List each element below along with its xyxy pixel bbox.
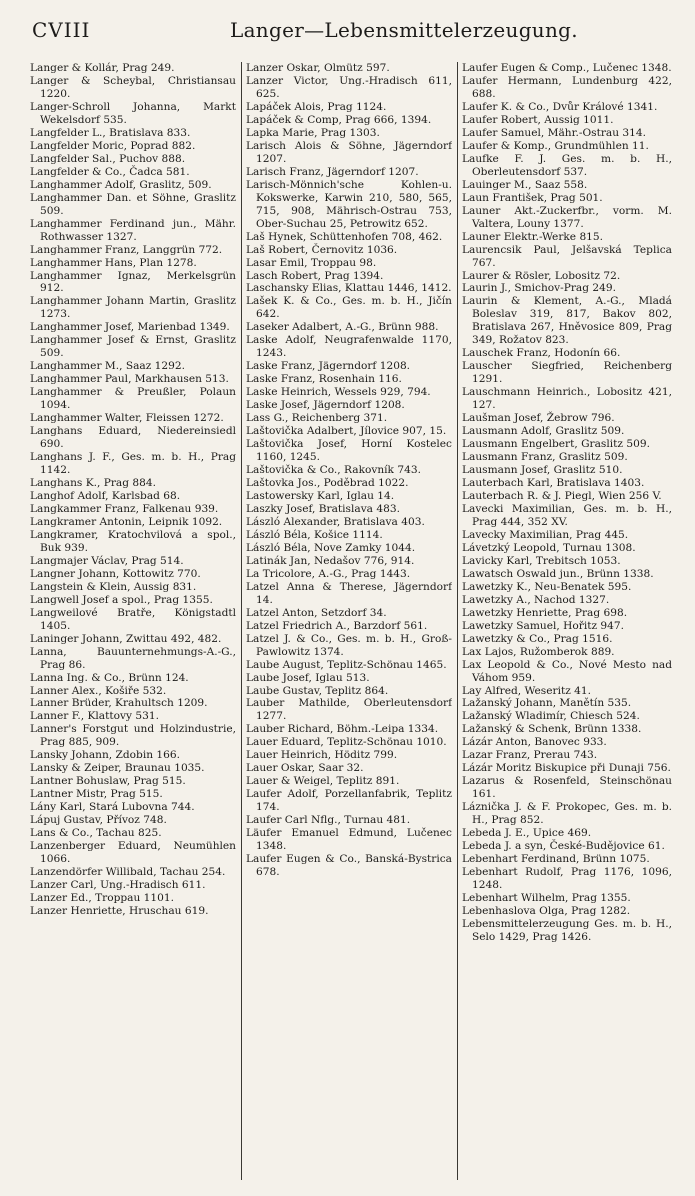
directory-entry: Langfelder Moric, Poprad 882. — [30, 139, 196, 152]
directory-entry: Laske Heinrich, Wessels 929, 794. — [246, 386, 431, 399]
directory-entry: Lauterbach R. & J. Piegl, Wien 256 V. — [462, 489, 662, 502]
directory-entry: Laufer & Komp., Grundmühlen 11. — [462, 139, 649, 152]
column-divider — [241, 62, 242, 1180]
directory-entry: Lansky & Zeiper, Braunau 1035. — [30, 762, 205, 775]
directory-entry: Laufer Eugen & Co., Banská-Bystrica 678. — [246, 853, 452, 879]
directory-entry: Langhans Eduard, Niedereinsiedl 690. — [30, 425, 236, 451]
directory-entry: Langhammer Dan. et Söhne, Graslitz 509. — [30, 191, 236, 217]
directory-entry: Lanner Brüder, Krahultsch 1209. — [30, 697, 208, 710]
directory-entry: Langhammer Paul, Markhausen 513. — [30, 373, 229, 386]
directory-entry: Laske Adolf, Neugrafenwalde 1170, 1243. — [246, 334, 452, 360]
directory-entry: Lauscher Siegfried, Reichenberg 1291. — [462, 360, 672, 386]
directory-entry: Langhammer Josef, Marienbad 1349. — [30, 321, 230, 334]
directory-entry: Laštovička Josef, Horní Kostelec 1160, 1245. — [246, 438, 452, 464]
directory-column-2 — [246, 62, 452, 1180]
page-number: CVIII — [32, 18, 91, 42]
directory-entry: Lausmann Adolf, Graslitz 509. — [462, 425, 625, 438]
directory-entry: Laš Hynek, Schüttenhofen 708, 462. — [246, 230, 443, 243]
directory-entry: Lawetzky & Co., Prag 1516. — [462, 632, 613, 645]
directory-entry: Laufer Samuel, Mähr.-Ostrau 314. — [462, 126, 646, 139]
directory-entry: Launer Elektr.-Werke 815. — [462, 230, 604, 243]
directory-entry: Langkramer, Kratochvilová a spol., Buk 939. — [30, 528, 236, 554]
directory-entry: Lebensmittelerzeugung Ges. m. b. H., Selo 1429, Prag 1426. — [462, 917, 672, 943]
directory-entry: Lans & Co., Tachau 825. — [30, 827, 162, 840]
directory-entry: Laurin & Klement, A.-G., Mladá Boleslav 319, 817, Bakov 802, Bratislava 267, Hněvosice 809, Prag 349, Rožatov 823. — [462, 295, 672, 347]
directory-entry: Launer Akt.-Zuckerfbr., vorm. M. Valtera, Louny 1377. — [462, 204, 672, 230]
directory-entry: Lázár Anton, Banovec 933. — [462, 736, 607, 749]
directory-entry: Langkramer Antonin, Leipnik 1092. — [30, 515, 223, 528]
page-header — [32, 18, 672, 44]
directory-entry: Langhammer Walter, Fleissen 1272. — [30, 412, 224, 425]
directory-entry: Langhammer Josef & Ernst, Graslitz 509. — [30, 334, 236, 360]
directory-entry: Lažanský Johann, Manětín 535. — [462, 697, 632, 710]
directory-entry: Lebeda J. E., Upice 469. — [462, 827, 592, 840]
directory-entry: Latinák Jan, Nedašov 776, 914. — [246, 554, 415, 567]
directory-entry: Langer & Scheybal, Christiansau 1220. — [30, 74, 236, 100]
directory-entry: Lasar Emil, Troppau 98. — [246, 256, 377, 269]
directory-entry: Lazar Franz, Prerau 743. — [462, 749, 598, 762]
directory-entry: Lauinger M., Saaz 558. — [462, 178, 588, 191]
directory-entry: Lebenhart Ferdinand, Brünn 1075. — [462, 853, 650, 866]
directory-entry: Latzel J. & Co., Ges. m. b. H., Groß-Pawlowitz 1374. — [246, 632, 452, 658]
directory-entry: Lansky Johann, Zdobin 166. — [30, 749, 180, 762]
directory-entry: Laninger Johann, Zwittau 492, 482. — [30, 632, 222, 645]
directory-entry: Latzel Friedrich A., Barzdorf 561. — [246, 619, 428, 632]
directory-entry: Lawetzky Henriette, Prag 698. — [462, 606, 628, 619]
directory-entry: Langner Johann, Kottowitz 770. — [30, 567, 201, 580]
running-title: Langer—Lebensmittelerzeugung. — [230, 18, 578, 42]
directory-entry: Lavicky Karl, Trebitsch 1053. — [462, 554, 621, 567]
directory-entry: Lawatsch Oswald jun., Brünn 1338. — [462, 567, 654, 580]
directory-entry: Langhof Adolf, Karlsbad 68. — [30, 489, 181, 502]
directory-entry: Larisch Alois & Söhne, Jägerndorf 1207. — [246, 139, 452, 165]
directory-entry: Lanzer Ed., Troppau 1101. — [30, 892, 174, 904]
directory-entry: Lanzer Victor, Ung.-Hradisch 611, 625. — [246, 74, 452, 100]
directory-entry: Lány Karl, Stará Lubovna 744. — [30, 801, 195, 814]
directory-entry: Lass G., Reichenberg 371. — [246, 412, 388, 425]
directory-entry: Lázár Moritz Biskupice při Dunaji 756. — [462, 762, 671, 775]
directory-entry: Lažanský & Schenk, Brünn 1338. — [462, 723, 642, 736]
directory-entry: Laštovička & Co., Rakovník 743. — [246, 464, 421, 477]
directory-entry: Lauschek Franz, Hodonín 66. — [462, 347, 621, 360]
directory-entry: Lanzer Henriette, Hruschau 619. — [30, 904, 209, 917]
directory-entry: Latzel Anton, Setzdorf 34. — [246, 606, 387, 619]
directory-entry: Laun František, Prag 501. — [462, 191, 603, 204]
directory-entry: Lauschmann Heinrich., Lobositz 421, 127. — [462, 386, 672, 412]
directory-entry: Lausmann Franz, Graslitz 509. — [462, 451, 628, 464]
directory-entry: Laufer Eugen & Comp., Lučenec 1348. — [462, 62, 672, 74]
directory-entry: Lavecki Maximilian, Ges. m. b. H., Prag 444, 352 XV. — [462, 502, 672, 528]
directory-entry: Laštovička Adalbert, Jílovice 907, 15. — [246, 425, 447, 438]
directory-entry: Laufke F. J. Ges. m. b. H., Oberleutensdorf 537. — [462, 152, 672, 178]
directory-entry: Lebeda J. a syn, České-Budějovice 61. — [462, 840, 665, 853]
directory-entry: La Tricolore, A.-G., Prag 1443. — [246, 567, 411, 580]
directory-entry: Lavecky Maximilian, Prag 445. — [462, 528, 629, 541]
directory-entry: Langhammer Ignaz, Merkelsgrün 912. — [30, 269, 236, 295]
directory-entry: Langweilové Bratře, Königstadtl 1405. — [30, 606, 236, 632]
directory-entry: Lapáček & Comp, Prag 666, 1394. — [246, 113, 432, 126]
column-divider — [457, 62, 458, 1180]
directory-entry: Langhammer Franz, Langgrün 772. — [30, 243, 223, 256]
directory-entry: Laske Franz, Jägerndorf 1208. — [246, 360, 411, 373]
directory-entry: Langhammer & Preußler, Polaun 1094. — [30, 386, 236, 412]
directory-entry: Langstein & Klein, Aussig 831. — [30, 580, 197, 593]
directory-entry: Laschansky Elias, Klattau 1446, 1412. — [246, 282, 452, 295]
directory-entry: Lawetzky Samuel, Hořitz 947. — [462, 619, 624, 632]
directory-entry: Langhammer Ferdinand jun., Mähr. Rothwasser 1327. — [30, 217, 236, 243]
directory-entry: Lay Alfred, Weseritz 41. — [462, 684, 592, 697]
directory-entry: Larisch-Mönnich'sche Kohlen-u. Kokswerke, Karwin 210, 580, 565, 715, 908, Mährisch-Ostrau 753, Ober-Suchau 25, Petrowitz 652. — [246, 178, 452, 230]
directory-entry: Lauer & Weigel, Teplitz 891. — [246, 775, 400, 788]
directory-entry: Laseker Adalbert, A.-G., Brünn 988. — [246, 321, 439, 334]
directory-entry: Lantner Bohuslaw, Prag 515. — [30, 775, 186, 788]
directory-entry: Lebenhaslova Olga, Prag 1282. — [462, 904, 631, 917]
directory-entry: Lawetzky A., Nachod 1327. — [462, 593, 610, 606]
directory-entry: Laurer & Rösler, Lobositz 72. — [462, 269, 621, 282]
directory-entry: Lastowersky Karl, Iglau 14. — [246, 489, 395, 502]
directory-entry: Lašek K. & Co., Ges. m. b. H., Jičín 642. — [246, 295, 452, 321]
directory-entry: Lanner Alex., Košiře 532. — [30, 684, 167, 697]
directory-entry: Láznička J. & F. Prokopec, Ges. m. b. H., Prag 852. — [462, 801, 672, 827]
directory-entry: Lanzer Carl, Ung.-Hradisch 611. — [30, 879, 206, 892]
directory-entry: Lanner's Forstgut und Holzindustrie, Prag 885, 909. — [30, 723, 236, 749]
directory-entry: Laske Josef, Jägerndorf 1208. — [246, 399, 405, 412]
directory-entry: Latzel Anna & Therese, Jägerndorf 14. — [246, 580, 452, 606]
directory-entry: Lauber Richard, Böhm.-Leipa 1334. — [246, 723, 439, 736]
directory-entry: Lanna Ing. & Co., Brünn 124. — [30, 671, 189, 684]
directory-entry: Lanzendörfer Willibald, Tachau 254. — [30, 866, 226, 879]
directory-entry: Laufer Robert, Aussig 1011. — [462, 113, 614, 126]
directory-entry: Lebenhart Wilhelm, Prag 1355. — [462, 892, 631, 904]
directory-entry: Langhammer M., Saaz 1292. — [30, 360, 186, 373]
directory-entry: Laube Josef, Iglau 513. — [246, 671, 370, 684]
directory-entry: Lanna, Bauunternehmungs-A.-G., Prag 86. — [30, 645, 236, 671]
directory-entry: Lax Leopold & Co., Nové Mesto nad Váhom 959. — [462, 658, 672, 684]
directory-entry: Laube August, Teplitz-Schönau 1465. — [246, 658, 447, 671]
directory-entry: Laszky Josef, Bratislava 483. — [246, 502, 400, 515]
directory-entry: Lantner Mistr, Prag 515. — [30, 788, 163, 801]
directory-entry: Lauterbach Karl, Bratislava 1403. — [462, 477, 645, 489]
directory-column-3 — [462, 62, 672, 1180]
directory-entry: Lapka Marie, Prag 1303. — [246, 126, 380, 139]
directory-entry: Lávetzký Leopold, Turnau 1308. — [462, 541, 636, 554]
directory-entry: Langer & Kollár, Prag 249. — [30, 62, 175, 74]
directory-entry: Lanner F., Klattovy 531. — [30, 710, 159, 723]
directory-entry: Laštovka Jos., Poděbrad 1022. — [246, 477, 409, 489]
directory-entry: Lauer Eduard, Teplitz-Schönau 1010. — [246, 736, 447, 749]
directory-entry: Langmajer Václav, Prag 514. — [30, 554, 184, 567]
directory-entry: Lanzer Oskar, Olmütz 597. — [246, 62, 390, 74]
directory-entry: Larisch Franz, Jägerndorf 1207. — [246, 165, 419, 178]
directory-columns — [30, 62, 674, 1180]
directory-entry: Laušman Josef, Žebrow 796. — [462, 412, 615, 425]
directory-entry: Lažanský Wladimír, Chiesch 524. — [462, 710, 640, 723]
directory-entry: Laufer K. & Co., Dvůr Králové 1341. — [462, 100, 658, 113]
directory-entry: Lauer Heinrich, Höditz 799. — [246, 749, 398, 762]
directory-entry: Laufer Carl Nflg., Turnau 481. — [246, 814, 411, 827]
directory-entry: Langkammer Franz, Falkenau 939. — [30, 502, 219, 515]
directory-entry: Läufer Emanuel Edmund, Lučenec 1348. — [246, 827, 452, 853]
directory-entry: Laske Franz, Rosenhain 116. — [246, 373, 402, 386]
directory-entry: Laurencsik Paul, Jelšavská Teplica 767. — [462, 243, 672, 269]
directory-entry: Langfelder & Co., Čadca 581. — [30, 165, 190, 178]
directory-entry: Langhammer Johann Martin, Graslitz 1273. — [30, 295, 236, 321]
directory-entry: Langhammer Hans, Plan 1278. — [30, 256, 197, 269]
directory-entry: Lauber Mathilde, Oberleutensdorf 1277. — [246, 697, 452, 723]
directory-entry: Lanzenberger Eduard, Neumühlen 1066. — [30, 840, 236, 866]
directory-entry: László Alexander, Bratislava 403. — [246, 515, 425, 528]
directory-entry: Langhammer Adolf, Graslitz, 509. — [30, 178, 212, 191]
directory-entry: Langfelder L., Bratislava 833. — [30, 126, 191, 139]
directory-entry: Lausmann Engelbert, Graslitz 509. — [462, 438, 650, 451]
directory-entry: Laš Robert, Černovitz 1036. — [246, 243, 398, 256]
directory-entry: Lapáček Alois, Prag 1124. — [246, 100, 387, 113]
directory-entry: Langfelder Sal., Puchov 888. — [30, 152, 186, 165]
directory-entry: Laufer Hermann, Lundenburg 422, 688. — [462, 74, 672, 100]
directory-entry: Langhans K., Prag 884. — [30, 477, 156, 489]
directory-column-1 — [30, 62, 236, 1180]
directory-entry: Langwell Josef a spol., Prag 1355. — [30, 593, 213, 606]
directory-entry: Langhans J. F., Ges. m. b. H., Prag 1142. — [30, 451, 236, 477]
directory-entry: Lausmann Josef, Graslitz 510. — [462, 464, 623, 477]
directory-entry: Lasch Robert, Prag 1394. — [246, 269, 384, 282]
directory-entry: László Béla, Nove Zamky 1044. — [246, 541, 416, 554]
directory-entry: Lebenhart Rudolf, Prag 1176, 1096, 1248. — [462, 866, 672, 892]
directory-entry: Laube Gustav, Teplitz 864. — [246, 684, 389, 697]
directory-entry: Lax Lajos, Ružomberok 889. — [462, 645, 615, 658]
directory-entry: Langer-Schroll Johanna, Markt Wekelsdorf 535. — [30, 100, 236, 126]
directory-entry: Lauer Oskar, Saar 32. — [246, 762, 364, 775]
directory-entry: Laufer Adolf, Porzellanfabrik, Teplitz 174. — [246, 788, 452, 814]
directory-entry: Laurin J., Smichov-Prag 249. — [462, 282, 616, 295]
directory-entry: Lawetzky K., Neu-Benatek 595. — [462, 580, 632, 593]
directory-entry: László Béla, Košice 1114. — [246, 528, 383, 541]
directory-entry: Lápuj Gustav, Přívoz 748. — [30, 814, 167, 827]
directory-entry: Lazarus & Rosenfeld, Steinschönau 161. — [462, 775, 672, 801]
